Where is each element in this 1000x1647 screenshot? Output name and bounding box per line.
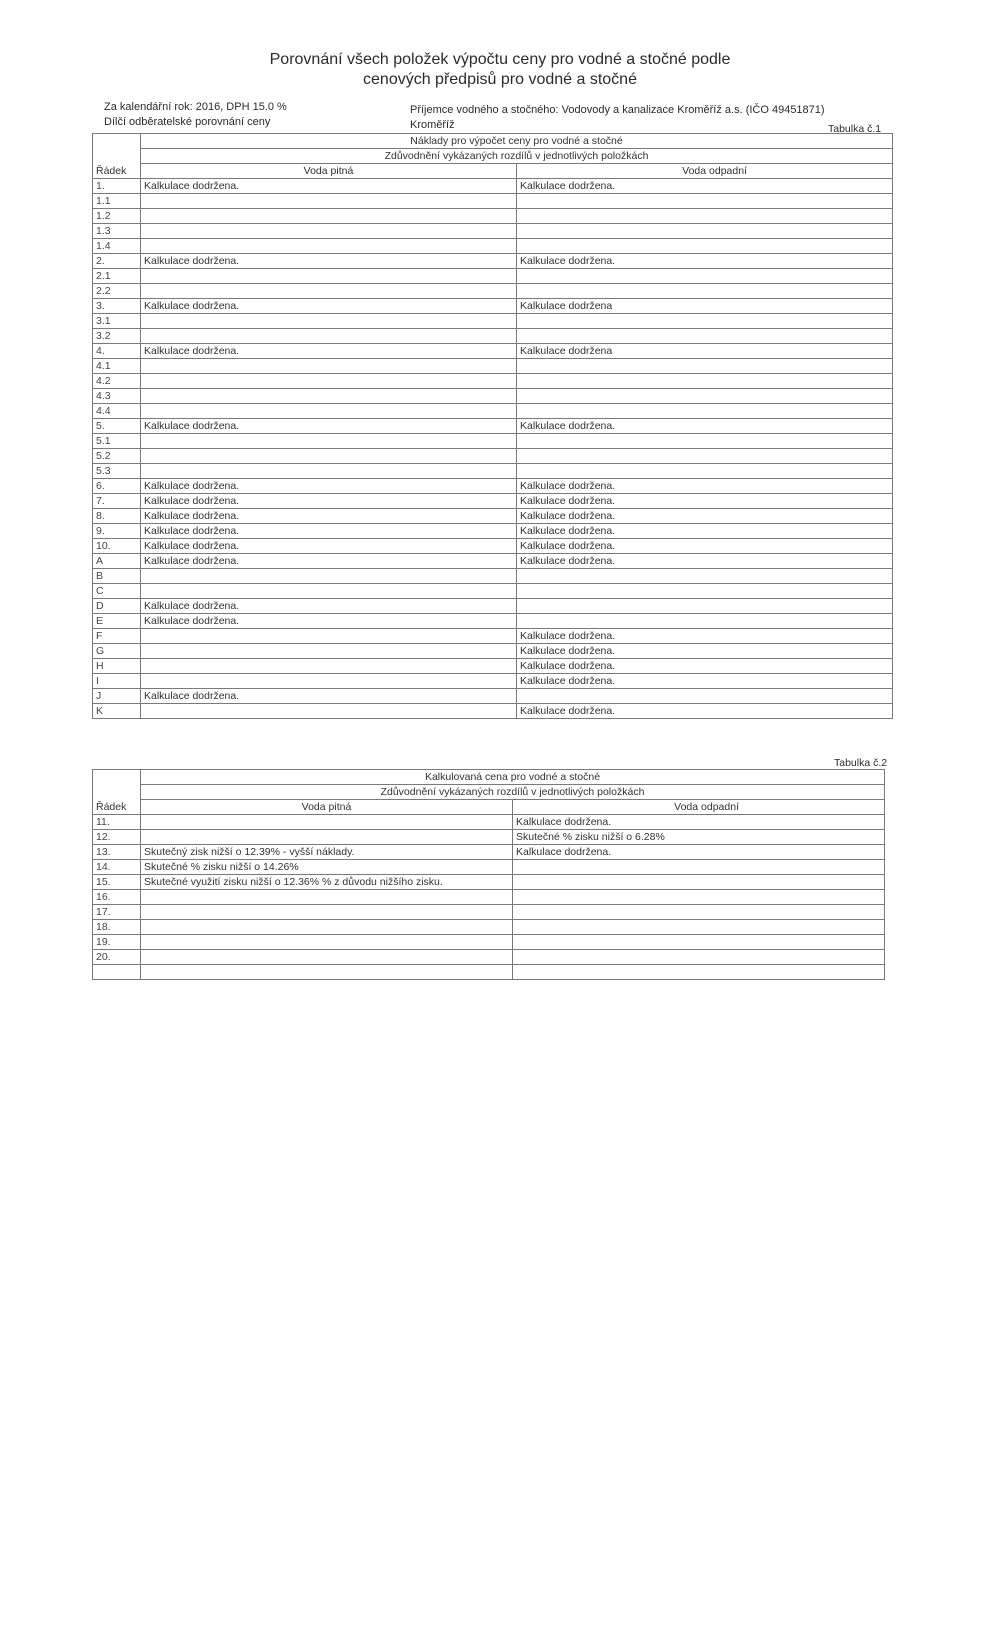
- table-row: [93, 329, 893, 344]
- waste-cell: Kalkulace dodržena.: [517, 419, 893, 434]
- water-cell: [141, 389, 517, 404]
- table-row: [93, 965, 885, 980]
- water-cell: Kalkulace dodržena.: [141, 419, 517, 434]
- water-cell: [141, 449, 517, 464]
- waste-cell: Kalkulace dodržena.: [517, 554, 893, 569]
- row-code: 5.1: [93, 434, 141, 449]
- row-code: 4.: [93, 344, 141, 359]
- table-row: [93, 464, 893, 479]
- table-row: [93, 554, 893, 569]
- waste-cell: Kalkulace dodržena.: [517, 629, 893, 644]
- row-code: 13.: [93, 845, 141, 860]
- water-cell: Kalkulace dodržena.: [141, 254, 517, 269]
- row-code: K: [93, 704, 141, 719]
- table-row: [93, 845, 885, 860]
- waste-cell: [513, 950, 885, 965]
- table-row: [93, 434, 893, 449]
- waste-cell: Kalkulace dodržena.: [517, 644, 893, 659]
- row-code: 4.3: [93, 389, 141, 404]
- waste-cell: [517, 284, 893, 299]
- row-code: 2.1: [93, 269, 141, 284]
- waste-cell: [513, 905, 885, 920]
- waste-cell: Kalkulace dodržena.: [517, 479, 893, 494]
- water-cell: Kalkulace dodržena.: [141, 509, 517, 524]
- table-1: [92, 133, 893, 719]
- waste-cell: [517, 464, 893, 479]
- row-code: H: [93, 659, 141, 674]
- waste-cell: Kalkulace dodržena.: [513, 845, 885, 860]
- water-cell: [141, 584, 517, 599]
- row-code: D: [93, 599, 141, 614]
- row-code: B: [93, 569, 141, 584]
- table-row: [93, 404, 893, 419]
- row-code: 17.: [93, 905, 141, 920]
- table2-label: Tabulka č.2: [834, 757, 888, 769]
- row-code: [93, 965, 141, 980]
- table-row: [93, 344, 893, 359]
- waste-cell: [513, 965, 885, 980]
- water-cell: [141, 629, 517, 644]
- row-code: 6.: [93, 479, 141, 494]
- water-cell: [141, 965, 513, 980]
- waste-cell: [517, 314, 893, 329]
- row-code: 4.1: [93, 359, 141, 374]
- table-row: [93, 269, 893, 284]
- water-cell: [141, 569, 517, 584]
- city: Kroměříž: [410, 119, 455, 131]
- row-code: J: [93, 689, 141, 704]
- row-code: E: [93, 614, 141, 629]
- table2-header-1: Kalkulovaná cena pro vodné a stočné: [141, 770, 885, 785]
- row-code: 5.2: [93, 449, 141, 464]
- table-2: [92, 769, 885, 980]
- water-cell: Kalkulace dodržena.: [141, 614, 517, 629]
- row-code: 1.1: [93, 194, 141, 209]
- water-cell: [141, 644, 517, 659]
- table2-corner: [93, 770, 141, 785]
- water-cell: [141, 920, 513, 935]
- water-cell: [141, 359, 517, 374]
- row-code: 4.2: [93, 374, 141, 389]
- table1-corner: [93, 134, 141, 149]
- table-row: [93, 224, 893, 239]
- waste-cell: [513, 935, 885, 950]
- waste-cell: Kalkulace dodržena.: [513, 815, 885, 830]
- water-cell: Skutečné využití zisku nižší o 12.36% % z důvodu nižšího zisku.: [141, 875, 513, 890]
- table-row: [93, 254, 893, 269]
- title-line-1: Porovnání všech položek výpočtu ceny pro vodné a stočné podle: [269, 51, 731, 68]
- table-row: [93, 629, 893, 644]
- row-code: 5.3: [93, 464, 141, 479]
- waste-cell: Kalkulace dodržena.: [517, 524, 893, 539]
- table-row: [93, 890, 885, 905]
- table-row: [93, 830, 885, 845]
- water-cell: Kalkulace dodržena.: [141, 479, 517, 494]
- table-row: [93, 179, 893, 194]
- row-code: 3.2: [93, 329, 141, 344]
- table1-col-waste: Voda odpadní: [517, 164, 893, 179]
- water-cell: [141, 659, 517, 674]
- row-code: G: [93, 644, 141, 659]
- waste-cell: [513, 920, 885, 935]
- table-row: [93, 569, 893, 584]
- waste-cell: Kalkulace dodržena: [517, 344, 893, 359]
- row-code: 14.: [93, 860, 141, 875]
- row-code: 11.: [93, 815, 141, 830]
- table-row: [93, 524, 893, 539]
- row-code: 16.: [93, 890, 141, 905]
- table1-header-2: Zdůvodnění vykázaných rozdílů v jednotlivých položkách: [141, 149, 893, 164]
- row-code: 5.: [93, 419, 141, 434]
- water-cell: [141, 704, 517, 719]
- table-row: [93, 359, 893, 374]
- row-code: 19.: [93, 935, 141, 950]
- water-cell: [141, 314, 517, 329]
- table-row: [93, 875, 885, 890]
- recipient: Příjemce vodného a stočného: Vodovody a kanalizace Kroměříž a.s. (IČO 49451871): [410, 104, 825, 116]
- waste-cell: [517, 449, 893, 464]
- row-code: A: [93, 554, 141, 569]
- table-row: [93, 659, 893, 674]
- table-row: [93, 419, 893, 434]
- row-code: I: [93, 674, 141, 689]
- table-row: [93, 239, 893, 254]
- table-row: [93, 389, 893, 404]
- waste-cell: Kalkulace dodržena.: [517, 539, 893, 554]
- waste-cell: [517, 404, 893, 419]
- row-code: 3.1: [93, 314, 141, 329]
- water-cell: Kalkulace dodržena.: [141, 689, 517, 704]
- water-cell: [141, 194, 517, 209]
- waste-cell: [517, 434, 893, 449]
- row-code: 18.: [93, 920, 141, 935]
- row-code: 20.: [93, 950, 141, 965]
- table-row: [93, 374, 893, 389]
- table-row: [93, 905, 885, 920]
- row-code: 1.3: [93, 224, 141, 239]
- row-code: 8.: [93, 509, 141, 524]
- row-code: 2.: [93, 254, 141, 269]
- waste-cell: [517, 194, 893, 209]
- waste-cell: [517, 269, 893, 284]
- waste-cell: [517, 374, 893, 389]
- table2-col-water: Voda pitná: [141, 800, 513, 815]
- waste-cell: [517, 569, 893, 584]
- row-code: 4.4: [93, 404, 141, 419]
- water-cell: [141, 224, 517, 239]
- water-cell: [141, 890, 513, 905]
- table-row: [93, 704, 893, 719]
- waste-cell: Skutečné % zisku nižší o 6.28%: [513, 830, 885, 845]
- table-row: [93, 209, 893, 224]
- row-code: F: [93, 629, 141, 644]
- waste-cell: [517, 209, 893, 224]
- table-row: [93, 479, 893, 494]
- waste-cell: [513, 875, 885, 890]
- table1-col-row: Řádek: [93, 164, 141, 179]
- waste-cell: Kalkulace dodržena.: [517, 704, 893, 719]
- table2-header-2: Zdůvodnění vykázaných rozdílů v jednotlivých položkách: [141, 785, 885, 800]
- water-cell: Kalkulace dodržena.: [141, 599, 517, 614]
- waste-cell: Kalkulace dodržena.: [517, 494, 893, 509]
- table-row: [93, 674, 893, 689]
- waste-cell: Kalkulace dodržena.: [517, 254, 893, 269]
- waste-cell: Kalkulace dodržena.: [517, 659, 893, 674]
- water-cell: Kalkulace dodržena.: [141, 299, 517, 314]
- row-code: 9.: [93, 524, 141, 539]
- waste-cell: Kalkulace dodržena.: [517, 509, 893, 524]
- table1-col-water: Voda pitná: [141, 164, 517, 179]
- table2-col-row: Řádek: [93, 800, 141, 815]
- water-cell: [141, 674, 517, 689]
- waste-cell: [517, 239, 893, 254]
- row-code: 15.: [93, 875, 141, 890]
- waste-cell: Kalkulace dodržena.: [517, 674, 893, 689]
- waste-cell: Kalkulace dodržena.: [517, 179, 893, 194]
- water-cell: Skutečný zisk nižší o 12.39% - vyšší náklady.: [141, 845, 513, 860]
- table-row: [93, 815, 885, 830]
- table-row: [93, 584, 893, 599]
- table-row: [93, 284, 893, 299]
- water-cell: [141, 464, 517, 479]
- water-cell: [141, 374, 517, 389]
- table-row: [93, 449, 893, 464]
- table-row: [93, 935, 885, 950]
- water-cell: [141, 935, 513, 950]
- table-row: [93, 644, 893, 659]
- table-row: [93, 494, 893, 509]
- water-cell: [141, 329, 517, 344]
- waste-cell: [517, 389, 893, 404]
- row-code: C: [93, 584, 141, 599]
- water-cell: [141, 209, 517, 224]
- water-cell: [141, 404, 517, 419]
- row-code: 1.2: [93, 209, 141, 224]
- water-cell: [141, 905, 513, 920]
- table-row: [93, 299, 893, 314]
- document-title: [230, 50, 770, 90]
- water-cell: Kalkulace dodržena.: [141, 179, 517, 194]
- table1-label: Tabulka č.1: [828, 123, 882, 135]
- water-cell: [141, 950, 513, 965]
- row-code: 12.: [93, 830, 141, 845]
- row-code: 10.: [93, 539, 141, 554]
- table-row: [93, 599, 893, 614]
- waste-cell: [517, 359, 893, 374]
- table-row: [93, 689, 893, 704]
- year-label: Za kalendářní rok: 2016, DPH 15.0 %: [104, 101, 287, 113]
- water-cell: Kalkulace dodržena.: [141, 539, 517, 554]
- waste-cell: [517, 614, 893, 629]
- table-row: [93, 194, 893, 209]
- waste-cell: [517, 584, 893, 599]
- waste-cell: [517, 599, 893, 614]
- row-code: 1.: [93, 179, 141, 194]
- water-cell: [141, 269, 517, 284]
- table-row: [93, 314, 893, 329]
- waste-cell: [517, 689, 893, 704]
- water-cell: Kalkulace dodržena.: [141, 524, 517, 539]
- water-cell: [141, 239, 517, 254]
- table-row: [93, 860, 885, 875]
- table-row: [93, 614, 893, 629]
- table1-corner-2: [93, 149, 141, 164]
- row-code: 1.4: [93, 239, 141, 254]
- water-cell: Skutečné % zisku nižší o 14.26%: [141, 860, 513, 875]
- table-row: [93, 920, 885, 935]
- water-cell: Kalkulace dodržena.: [141, 344, 517, 359]
- waste-cell: [517, 224, 893, 239]
- water-cell: [141, 815, 513, 830]
- table1-header-1: Náklady pro výpočet ceny pro vodné a stočné: [141, 134, 893, 149]
- table-row: [93, 509, 893, 524]
- water-cell: [141, 434, 517, 449]
- row-code: 3.: [93, 299, 141, 314]
- waste-cell: [513, 860, 885, 875]
- table2-col-waste: Voda odpadní: [513, 800, 885, 815]
- subtitle: Dílčí odběratelské porovnání ceny: [104, 116, 271, 128]
- row-code: 7.: [93, 494, 141, 509]
- row-code: 2.2: [93, 284, 141, 299]
- title-line-2: cenových předpisů pro vodné a stočné: [363, 71, 637, 88]
- water-cell: Kalkulace dodržena.: [141, 494, 517, 509]
- waste-cell: [513, 890, 885, 905]
- table2-corner-2: [93, 785, 141, 800]
- water-cell: [141, 284, 517, 299]
- waste-cell: [517, 329, 893, 344]
- water-cell: Kalkulace dodržena.: [141, 554, 517, 569]
- waste-cell: Kalkulace dodržena: [517, 299, 893, 314]
- water-cell: [141, 830, 513, 845]
- table-row: [93, 539, 893, 554]
- table-row: [93, 950, 885, 965]
